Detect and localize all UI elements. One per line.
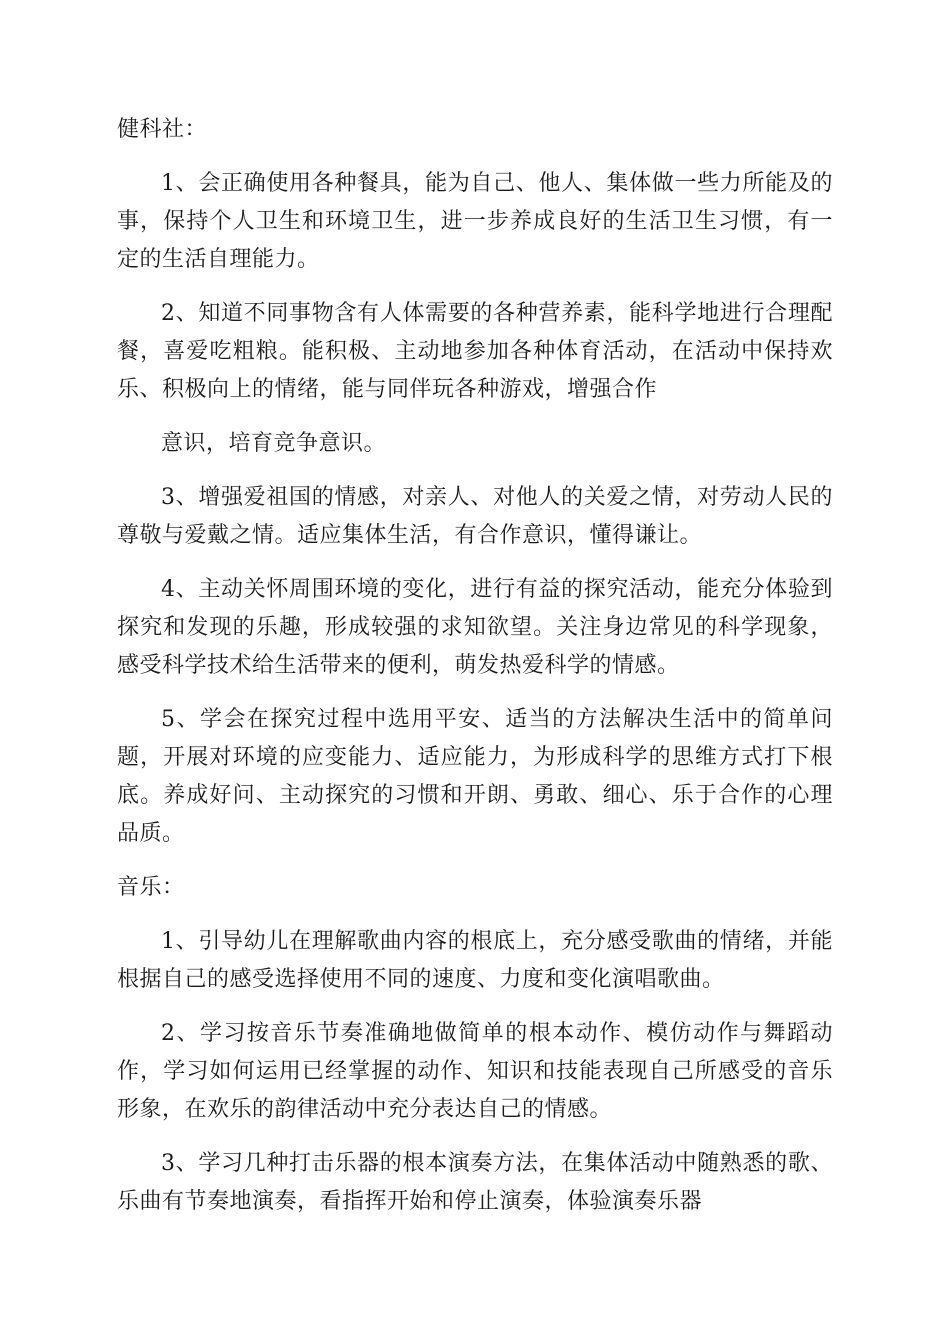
paragraph: 3、增强爱祖国的情感，对亲人、对他人的关爱之情，对劳动人民的尊敬与爱戴之情。适应集体生活，有合作意识，懂得谦让。 bbox=[117, 485, 833, 548]
paragraph: 2、学习按音乐节奏准确地做简单的根本动作、模仿动作与舞蹈动作，学习如何运用已经掌握的动作、知识和技能表现自己所感受的音乐形象，在欢乐的韵律活动中充分表达自己的情感。 bbox=[117, 1021, 833, 1122]
paragraph: 3、学习几种打击乐器的根本演奏方法，在集体活动中随熟悉的歌、乐曲有节奏地演奏，看指挥开始和停止演奏，体验演奏乐器 bbox=[117, 1151, 833, 1214]
paragraph: 1、引导幼儿在理解歌曲内容的根底上，充分感受歌曲的情绪，并能根据自己的感受选择使用不同的速度、力度和变化演唱歌曲。 bbox=[117, 929, 833, 992]
paragraph: 4、主动关怀周围环境的变化，进行有益的探究活动，能充分体验到探究和发现的乐趣，形成较强的求知欲望。关注身边常见的科学现象，感受科学技术给生活带来的便利，萌发热爱科学的情感。 bbox=[117, 577, 833, 678]
document-body bbox=[117, 111, 833, 1237]
paragraph-continuation: 意识，培育竞争意识。 bbox=[161, 431, 387, 456]
section-heading-jiankeshe: 健科社： bbox=[117, 117, 208, 142]
paragraph: 2、知道不同事物含有人体需要的各种营养素，能科学地进行合理配餐，喜爱吃粗粮。能积极、主动地参加各种体育活动，在活动中保持欢乐、积极向上的情绪，能与同伴玩各种游戏，增强合作 bbox=[117, 301, 833, 402]
paragraph: 1、会正确使用各种餐具，能为自己、他人、集体做一些力所能及的事，保持个人卫生和环境卫生，进一步养成良好的生活卫生习惯，有一定的生活自理能力。 bbox=[117, 171, 833, 272]
paragraph: 5、学会在探究过程中选用平安、适当的方法解决生活中的简单问题，开展对环境的应变能力、适应能力，为形成科学的思维方式打下根底。养成好问、主动探究的习惯和开朗、勇敢、细心、乐于合作的心理品质。 bbox=[117, 707, 833, 846]
section-heading-music: 音乐： bbox=[117, 875, 185, 900]
